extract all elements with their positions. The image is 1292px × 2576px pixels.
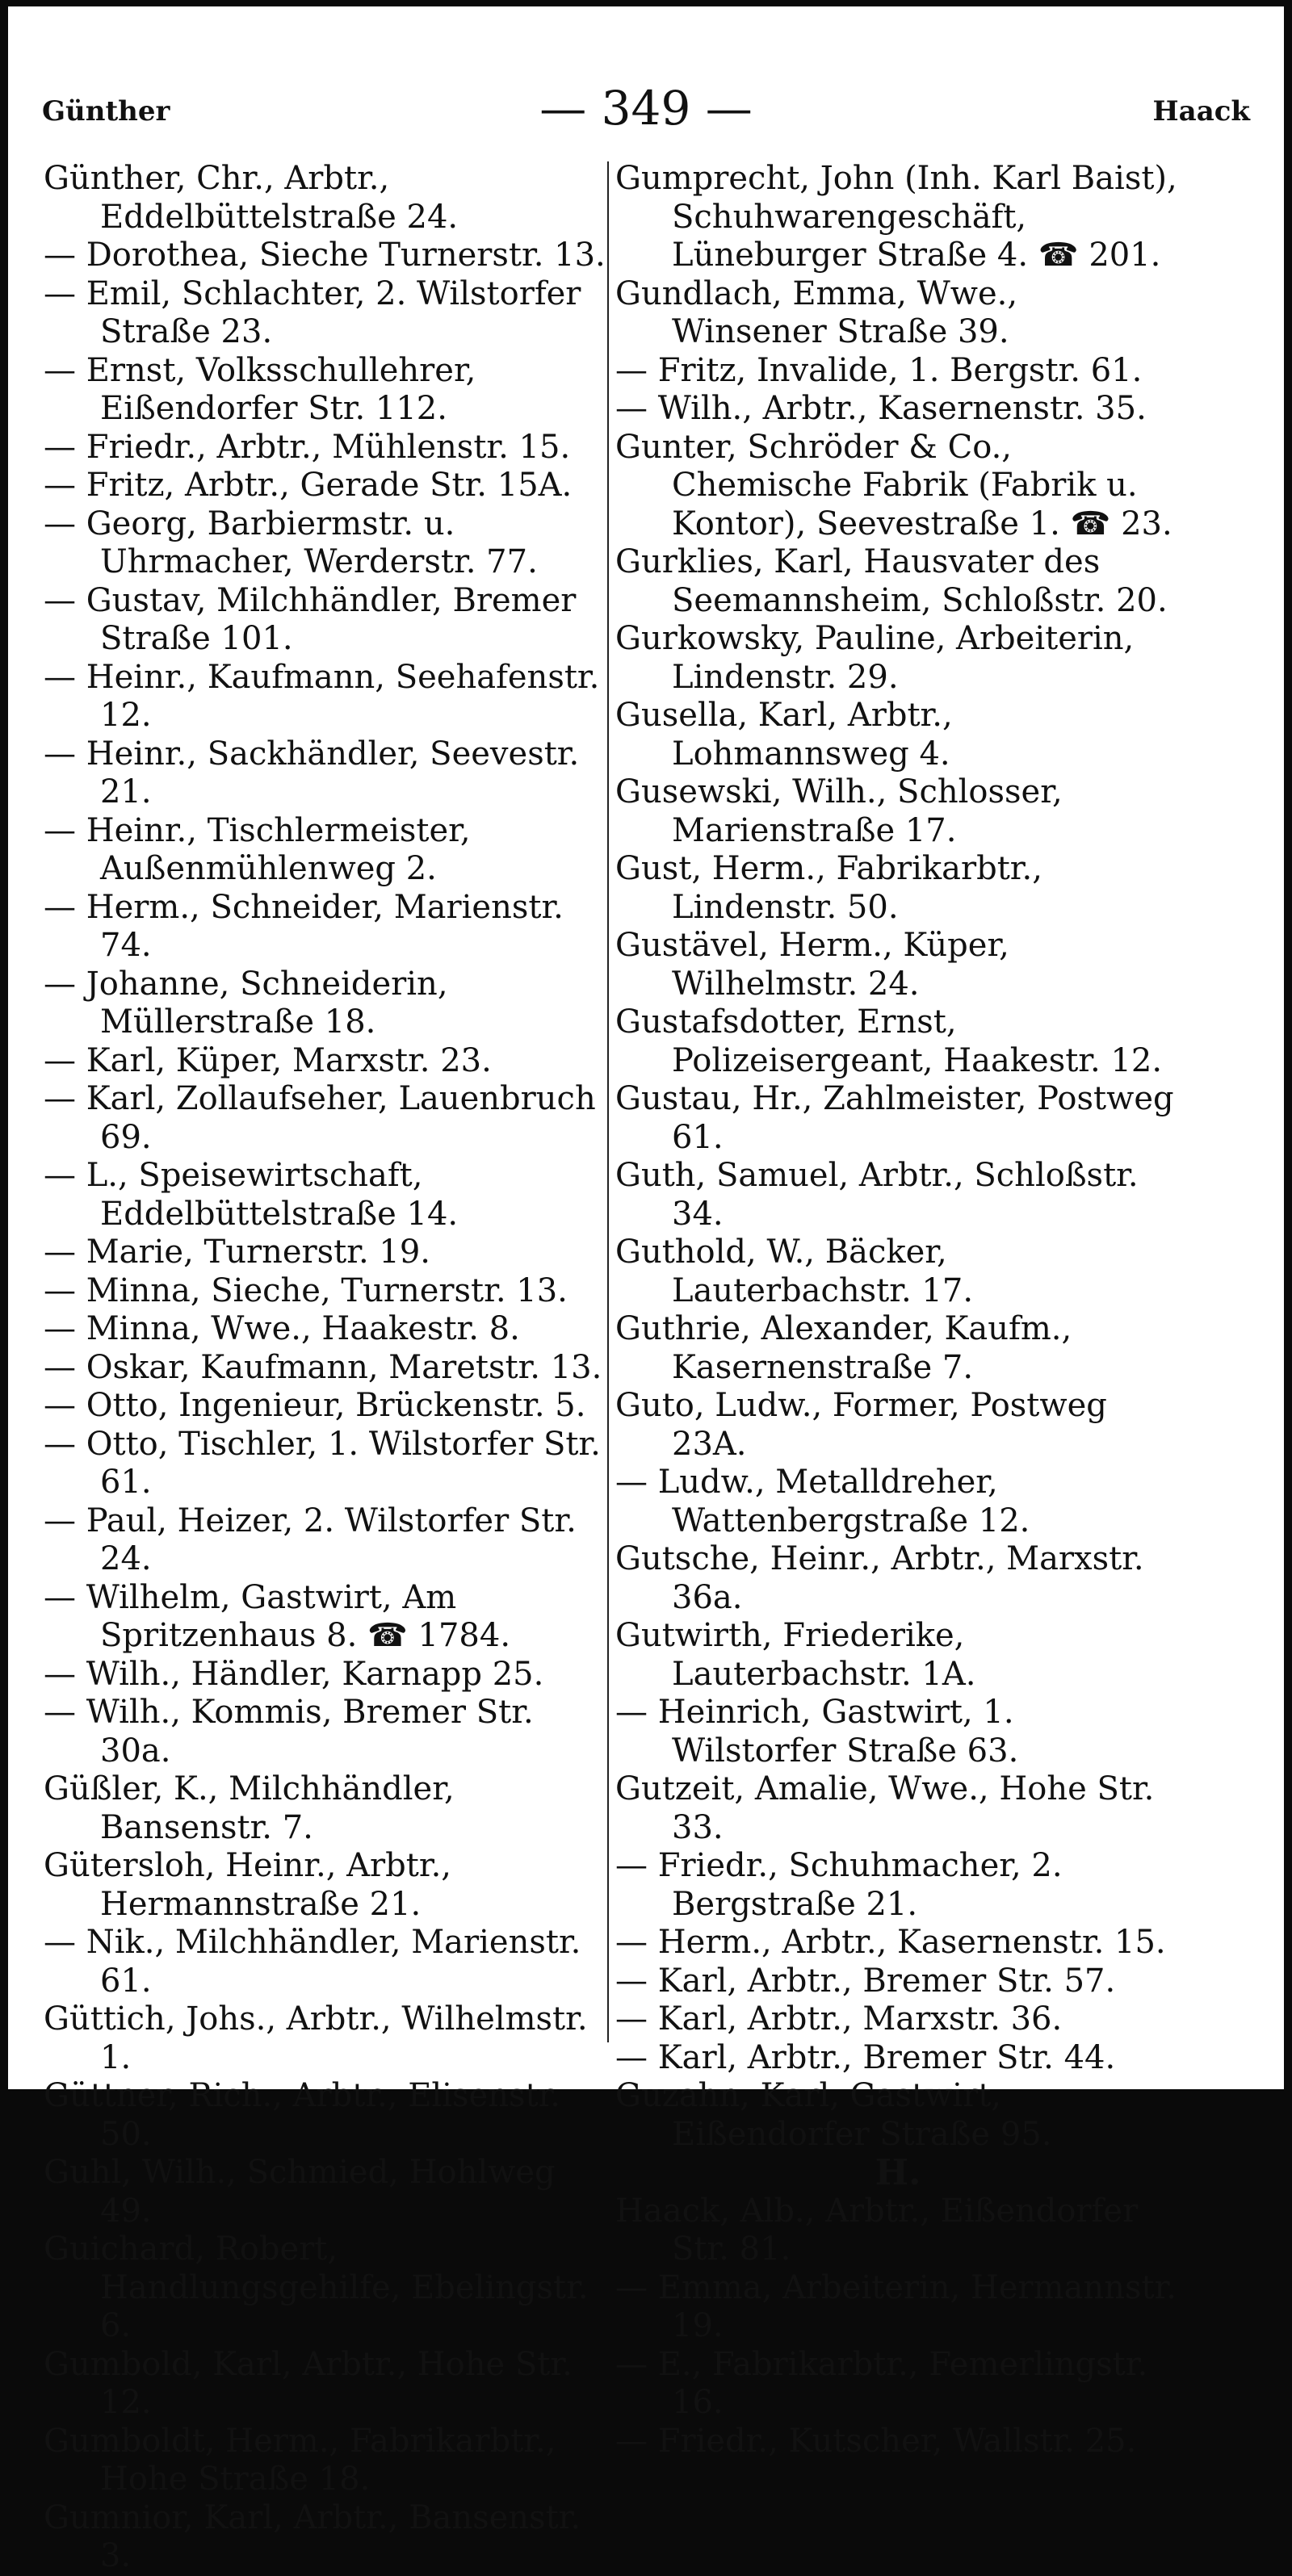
directory-entry: — Georg, Barbiermstr. u. Uhrmacher, Werderstr. 77.: [44, 505, 538, 580]
right-column: [615, 160, 1181, 2461]
directory-entry: — Karl, Küper, Marxstr. 23.: [44, 1041, 492, 1079]
directory-entry: — Heinr., Tischlermeister, Außenmühlenweg 2.: [44, 811, 471, 887]
directory-entry: — Heinrich, Gastwirt, 1. Wilstorfer Straße 63.: [615, 1694, 1019, 1770]
directory-entry: Guto, Ludw., Former, Postweg 23A.: [615, 1387, 1107, 1463]
directory-entry: Günther, Chr., Arbtr., Eddelbüttelstraße 24.: [44, 160, 459, 236]
directory-entry: Gutwirth, Friederike, Lauterbachstr. 1A.: [615, 1617, 976, 1693]
directory-entry: Gusella, Karl, Arbtr., Lohmannsweg 4.: [615, 697, 953, 773]
directory-entry: Gust, Herm., Fabrikarbtr., Lindenstr. 50.: [615, 850, 1042, 926]
directory-entry: — Nik., Milchhändler, Marienstr. 61.: [44, 1924, 581, 2000]
directory-entry: — Johanne, Schneiderin, Müllerstraße 18.: [44, 965, 448, 1041]
directory-entry: — Herm., Arbtr., Kasernenstr. 15.: [615, 1924, 1166, 1961]
directory-entry: Güßler, K., Milchhändler, Bansenstr. 7.: [44, 1770, 455, 1846]
directory-entry: — Karl, Zollaufseher, Lauenbruch 69.: [44, 1080, 596, 1156]
running-head-left: Günther: [42, 95, 170, 128]
directory-entry: — Wilhelm, Gastwirt, Am Spritzenhaus 8. ☎ 1784.: [44, 1578, 511, 1654]
directory-entry: Guthold, W., Bäcker, Lauterbachstr. 17.: [615, 1234, 974, 1309]
directory-entry: — Heinr., Kaufmann, Seehafenstr. 12.: [44, 658, 600, 734]
directory-entry: — Dorothea, Sieche Turnerstr. 13.: [44, 237, 606, 274]
directory-entry: — Wilh., Kommis, Bremer Str. 30a.: [44, 1694, 534, 1770]
directory-entry: Gustau, Hr., Zahlmeister, Postweg 61.: [615, 1080, 1174, 1156]
directory-entry: — Fritz, Arbtr., Gerade Str. 15A.: [44, 467, 573, 504]
directory-entry: — Heinr., Sackhändler, Seevestr. 21.: [44, 735, 580, 810]
directory-entry: — Friedr., Kutscher, Wallstr. 25.: [615, 2422, 1137, 2460]
directory-entry: — Fritz, Invalide, 1. Bergstr. 61.: [615, 351, 1143, 389]
directory-entry: Gumprecht, John (Inh. Karl Baist), Schuhwarengeschäft, Lüneburger Straße 4. ☎ 201.: [615, 160, 1177, 274]
directory-entry: — Herm., Schneider, Marienstr. 74.: [44, 888, 564, 964]
directory-entry: — Otto, Tischler, 1. Wilstorfer Str. 61.: [44, 1425, 601, 1501]
section-heading: H.: [875, 2152, 921, 2193]
directory-entry: Gurklies, Karl, Hausvater des Seemannsheim, Schloßstr. 20.: [615, 543, 1168, 619]
directory-entry: — Karl, Arbtr., Marxstr. 36.: [615, 2000, 1063, 2038]
directory-entry: Guth, Samuel, Arbtr., Schloßstr. 34.: [615, 1157, 1139, 1233]
directory-entry: — Paul, Heizer, 2. Wilstorfer Str. 24.: [44, 1502, 577, 1577]
directory-entry: Gustafsdotter, Ernst, Polizeisergeant, Haakestr. 12.: [615, 1003, 1163, 1079]
running-head-right: Haack: [1152, 95, 1250, 128]
directory-entry: — Gustav, Milchhändler, Bremer Straße 101.: [44, 581, 577, 657]
directory-entry: Gundlach, Emma, Wwe., Winsener Straße 39.: [615, 274, 1018, 350]
directory-entry: — Minna, Sieche, Turnerstr. 13.: [44, 1271, 568, 1309]
directory-page: [8, 6, 1284, 2574]
directory-entry: — Emil, Schlachter, 2. Wilstorfer Straße 23.: [44, 274, 581, 350]
left-column: [44, 160, 609, 2576]
directory-entry: Guichard, Robert, Handlungsgehilfe, Ebelingstr. 6.: [44, 2230, 589, 2344]
page-header: [8, 81, 1284, 137]
directory-entry: Haack, Alb., Arbtr., Eißendorfer Str. 81.: [615, 2192, 1139, 2268]
directory-entry: — Marie, Turnerstr. 19.: [44, 1234, 431, 1271]
directory-entry: Guzahn, Karl, Gastwirt, Eißendorfer Straße 95.: [615, 2077, 1052, 2153]
directory-entry: Gumnior, Karl, Arbtr., Bansenstr. 3.: [44, 2499, 581, 2574]
directory-entry: — E., Fabrikarbtr., Femerlingstr. 16.: [615, 2345, 1148, 2421]
directory-entry: — Friedr., Schuhmacher, 2. Bergstraße 21.: [615, 1847, 1063, 1923]
directory-entry: — Oskar, Kaufmann, Maretstr. 13.: [44, 1348, 602, 1386]
directory-entry: — Minna, Wwe., Haakestr. 8.: [44, 1310, 520, 1347]
directory-entry: Gumboldt, Herm., Fabrikarbtr., Hohe Straße 18.: [44, 2422, 556, 2498]
column-divider: [607, 161, 609, 2042]
directory-entry: Güttner, Rich., Arbtr., Elisenstr. 50.: [44, 2077, 561, 2153]
page-number: — 349 —: [539, 81, 753, 136]
directory-entry: Gütersloh, Heinr., Arbtr., Hermannstraße 21.: [44, 1847, 451, 1923]
directory-entry: — Karl, Arbtr., Bremer Str. 44.: [615, 2038, 1116, 2076]
directory-entry: — Wilh., Arbtr., Kasernenstr. 35.: [615, 390, 1147, 427]
directory-entry: — L., Speisewirtschaft, Eddelbüttelstraße 14.: [44, 1157, 459, 1233]
directory-entry: Gurkowsky, Pauline, Arbeiterin, Lindenstr. 29.: [615, 620, 1135, 696]
directory-entry: — Wilh., Händler, Karnapp 25.: [44, 1655, 544, 1693]
directory-entry: — Otto, Ingenieur, Brückenstr. 5.: [44, 1387, 586, 1424]
directory-entry: — Karl, Arbtr., Bremer Str. 57.: [615, 1962, 1116, 2000]
directory-entry: Gutsche, Heinr., Arbtr., Marxstr. 36a.: [615, 1540, 1144, 1616]
directory-entry: Gusewski, Wilh., Schlosser, Marienstraße 17.: [615, 773, 1063, 849]
directory-entry: — Friedr., Arbtr., Mühlenstr. 15.: [44, 428, 571, 466]
directory-entry: Gumbold, Karl, Arbtr., Hohe Str. 12.: [44, 2345, 573, 2421]
directory-entry: — Emma, Arbeiterin, Hermannstr. 19.: [615, 2268, 1177, 2344]
directory-entry: Guhl, Wilh., Schmied, Hohlweg 49.: [44, 2154, 556, 2230]
directory-entry: — Ernst, Volksschullehrer, Eißendorfer Str. 112.: [44, 351, 476, 427]
directory-entry: Gutzeit, Amalie, Wwe., Hohe Str. 33.: [615, 1770, 1155, 1846]
directory-entry: Güttich, Johs., Arbtr., Wilhelmstr. 1.: [44, 2000, 588, 2076]
directory-entry: Gunter, Schröder & Co., Chemische Fabrik (Fabrik u. Kontor), Seevestraße 1. ☎ 23.: [615, 428, 1172, 542]
directory-entry: Gustävel, Herm., Küper, Wilhelmstr. 24.: [615, 927, 1009, 1003]
directory-entry: — Ludw., Metalldreher, Wattenbergstraße 12.: [615, 1464, 1030, 1539]
directory-entry: Guthrie, Alexander, Kaufm., Kasernenstraße 7.: [615, 1310, 1072, 1386]
